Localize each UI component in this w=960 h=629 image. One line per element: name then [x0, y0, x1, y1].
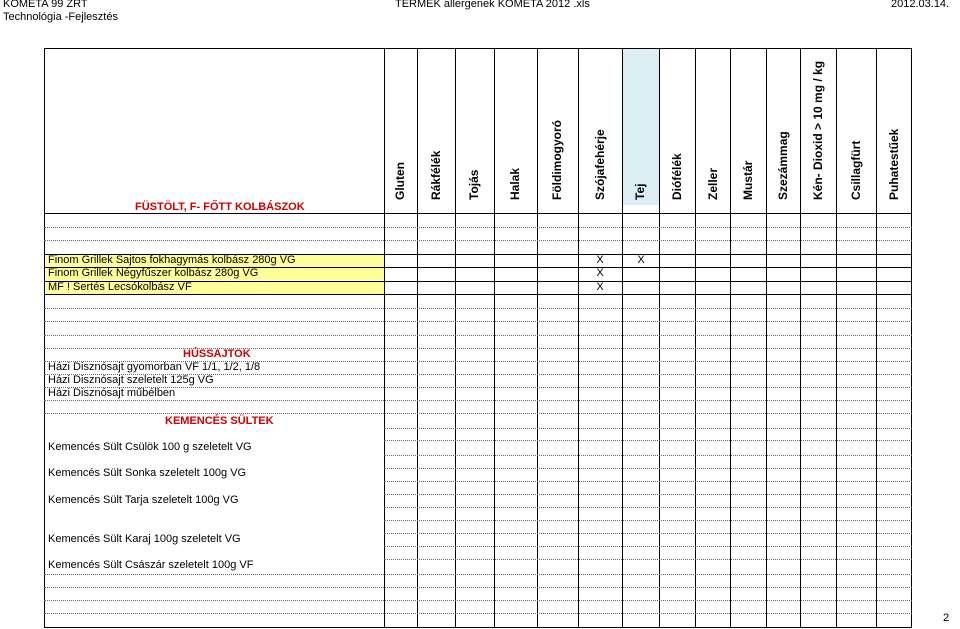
grid-hline: [44, 227, 912, 228]
document-date: 2012.03.14.: [891, 0, 950, 10]
row-label: MF ! Sertés Lecsókolbász VF: [48, 281, 192, 293]
grid-hline: [384, 468, 912, 469]
row-label: Kemencés Sült Csülök 100 g szeletelt VG: [48, 441, 252, 453]
row-label: Házi Disznósajt szeletelt 125g VG: [48, 374, 214, 386]
grid-vline: [695, 48, 696, 628]
col-header-rakfelek: Rákfélék: [429, 150, 443, 200]
grid-hline: [44, 294, 912, 295]
grid-vline: [876, 48, 877, 628]
grid-hline: [44, 600, 912, 601]
row-label: Kemencés Sült Császár szeletelt 100g VF: [48, 559, 254, 571]
row-label: Házi Disznósajt műbélben: [48, 387, 176, 399]
grid-hline: [384, 546, 912, 547]
grid-vline-label: [384, 48, 385, 628]
grid-hline: [44, 413, 912, 414]
section-title-kemences: KEMENCÉS SÜLTEK: [165, 415, 274, 427]
grid-vline: [659, 48, 660, 628]
grid-vline: [417, 48, 418, 628]
department-name: Technológia -Fejlesztés: [3, 11, 118, 23]
grid-vline: [730, 48, 731, 628]
grid-vline: [578, 48, 579, 628]
col-header-diofelek: Diófélék: [670, 153, 684, 200]
grid-hline: [44, 613, 912, 614]
grid-hline: [44, 335, 912, 336]
grid-hline: [44, 400, 912, 401]
allergen-mark: X: [596, 281, 604, 293]
allergen-mark: X: [596, 267, 604, 279]
grid-hline: [384, 520, 912, 521]
grid-vline: [455, 48, 456, 628]
grid-hline: [384, 440, 912, 441]
grid-hline-top: [44, 48, 912, 49]
col-header-szezammag: Szezámmag: [776, 131, 790, 200]
col-header-mustar: Mustár: [741, 160, 755, 200]
grid-hline: [44, 587, 912, 588]
col-header-zeller: Zeller: [706, 167, 720, 200]
section-title-fustolt: FÜSTÖLT, F- FŐTT KOLBÁSZOK: [135, 201, 305, 213]
row-label: Finom Grillek Sajtos fokhagymás kolbász 280g VG: [48, 254, 296, 266]
grid-hline: [384, 533, 912, 534]
grid-hline: [44, 308, 912, 309]
grid-vline: [836, 48, 837, 628]
grid-hline: [44, 240, 912, 241]
grid-vline-left: [44, 48, 45, 628]
allergen-mark: X: [637, 254, 645, 266]
col-header-csillagfurt: Csillagfürt: [849, 140, 863, 200]
grid-hline-header: [44, 213, 912, 214]
grid-hline: [384, 507, 912, 508]
col-header-puhatestuek: Puhatestűek: [887, 128, 901, 200]
grid-hline: [384, 455, 912, 456]
grid-vline: [622, 48, 623, 628]
grid-hline: [44, 321, 912, 322]
company-name: KOMETA 99 ZRT: [3, 0, 88, 10]
grid-hline: [384, 428, 912, 429]
grid-vline-right: [911, 48, 912, 628]
col-header-szojafeherje: Szójafehérje: [593, 129, 607, 200]
grid-vline: [537, 48, 538, 628]
file-name: TERMEK allergenek KOMETA 2012 .xls: [395, 0, 590, 10]
col-header-foldimogyoro: Földimogyoró: [550, 120, 564, 200]
row-label: Finom Grillek Négyfűszer kolbász 280g VG: [48, 267, 259, 279]
grid-vline: [766, 48, 767, 628]
grid-hline: [44, 574, 912, 575]
col-header-tej: Tej: [633, 183, 647, 200]
page-number: 2: [943, 612, 950, 624]
row-label: Kemencés Sült Sonka szeletelt 100g VG: [48, 467, 247, 479]
grid-hline-bottom: [44, 627, 912, 628]
row-label: Kemencés Sült Karaj 100g szeletelt VG: [48, 533, 241, 545]
col-header-ken-dioxid: Kén- Dioxid > 10 mg / kg: [811, 60, 825, 200]
grid-vline: [494, 48, 495, 628]
grid-hline: [384, 494, 912, 495]
col-header-gluten: Gluten: [393, 162, 407, 200]
grid-hline: [384, 559, 912, 560]
tej-column-fill: [623, 48, 659, 205]
col-header-tojas: Tojás: [467, 169, 481, 200]
grid-hline: [44, 348, 912, 349]
allergen-mark: X: [596, 254, 604, 266]
grid-vline: [800, 48, 801, 628]
row-label: Kemencés Sült Tarja szeletelt 100g VG: [48, 494, 239, 506]
section-title-husszajtok: HÚSSAJTOK: [183, 348, 251, 360]
row-label: Házi Disznósajt gyomorban VF 1/1, 1/2, 1/8: [48, 361, 261, 373]
grid-hline: [384, 481, 912, 482]
col-header-halak: Halak: [508, 167, 522, 200]
